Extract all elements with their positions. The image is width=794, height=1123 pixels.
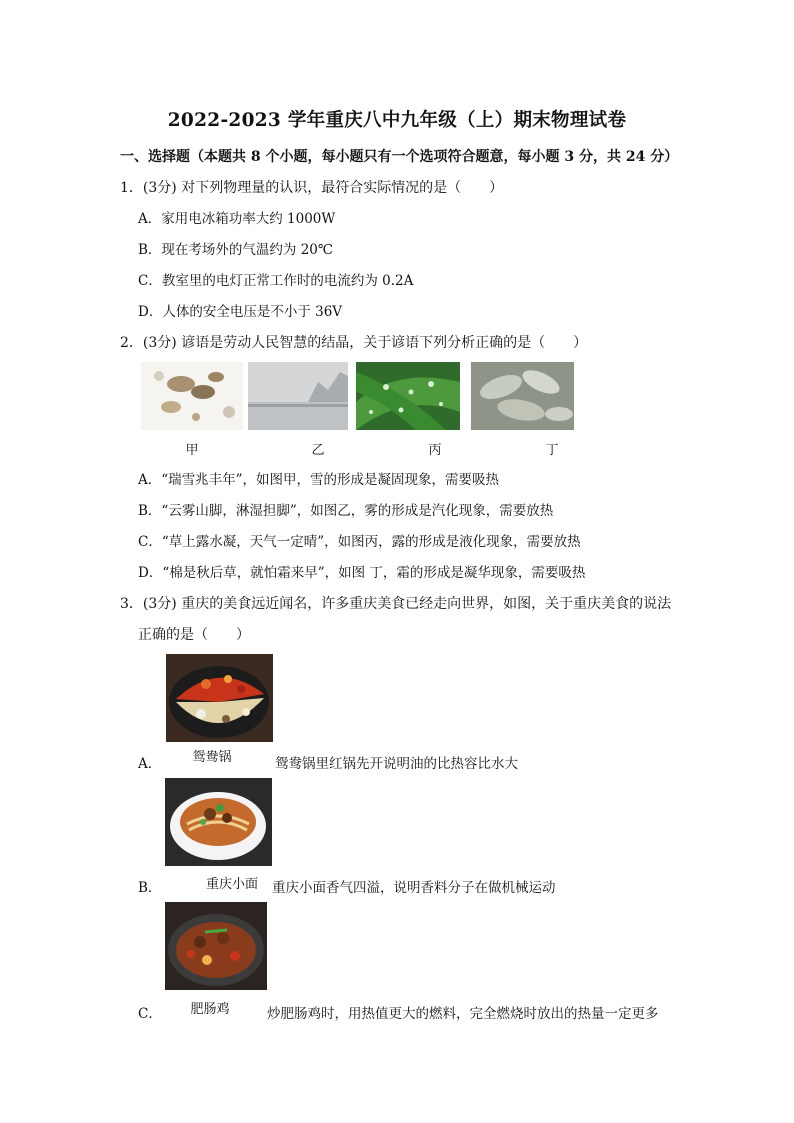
snow-image: [141, 362, 243, 430]
fog-image: [248, 362, 348, 430]
q3-option-a-letter[interactable]: A．: [138, 756, 162, 772]
question-1-stem: 1．(3分) 对下列物理量的认识，最符合实际情况的是（ ）: [120, 180, 504, 196]
q1-option-a[interactable]: A．家用电冰箱功率大约 1000W: [138, 211, 336, 227]
hotpot-image: [166, 654, 273, 742]
q3-option-b-letter[interactable]: B．: [138, 880, 162, 896]
q3-option-b-text[interactable]: 重庆小面香气四溢，说明香料分子在做机械运动: [272, 880, 556, 896]
q1-option-d[interactable]: D．人体的安全电压是不小于 36V: [138, 304, 343, 320]
question-3-stem-line1: 3．(3分) 重庆的美食远近闻名，许多重庆美食已经走向世界，如图，关于重庆美食的说法: [120, 596, 672, 612]
q2-option-b[interactable]: B．“云雾山脚，淋湿担脚”，如图乙，雾的形成是汽化现象，需要放热: [138, 503, 554, 519]
page-title: 2022-2023 学年重庆八中九年级（上）期末物理试卷: [167, 110, 627, 131]
dew-image: [356, 362, 460, 430]
q3-option-c-letter[interactable]: C．: [138, 1006, 162, 1022]
noodles-image: [165, 778, 272, 866]
q3-option-a-text[interactable]: 鸳鸯锅里红锅先开说明油的比热容比水大: [275, 756, 518, 772]
q1-option-b[interactable]: B．现在考场外的气温约为 20℃: [138, 242, 333, 258]
caption-ding: 丁: [545, 443, 559, 458]
caption-jia: 甲: [185, 443, 199, 458]
caption-feichangji: 肥肠鸡: [190, 1002, 230, 1017]
question-3-stem-line2: 正确的是（ ）: [138, 627, 250, 643]
q3-option-c-text[interactable]: 炒肥肠鸡时，用热值更大的燃料，完全燃烧时放出的热量一定更多: [267, 1006, 659, 1022]
chicken-image: [165, 902, 267, 990]
caption-bing: 丙: [428, 443, 442, 458]
section-heading: 一、选择题（本题共 8 个小题，每小题只有一个选项符合题意，每小题 3 分，共 24 分）: [120, 149, 679, 165]
caption-xiaomian: 重庆小面: [205, 877, 258, 892]
caption-yi: 乙: [311, 443, 325, 458]
frost-image: [471, 362, 574, 430]
q2-option-d[interactable]: D．“棉是秋后草，就怕霜来早”，如图 丁，霜的形成是凝华现象，需要吸热: [138, 565, 586, 581]
q2-option-a[interactable]: A．“瑞雪兆丰年”，如图甲，雪的形成是凝固现象，需要吸热: [138, 472, 500, 488]
q1-option-c[interactable]: C．教室里的电灯正常工作时的电流约为 0.2A: [138, 273, 414, 289]
q2-option-c[interactable]: C．“草上露水凝，天气一定晴”，如图丙，露的形成是液化现象，需要放热: [138, 534, 581, 550]
question-2-stem: 2．(3分) 谚语是劳动人民智慧的结晶，关于谚语下列分析正确的是（ ）: [120, 335, 588, 351]
caption-yuanyang: 鸳鸯锅: [192, 750, 232, 765]
